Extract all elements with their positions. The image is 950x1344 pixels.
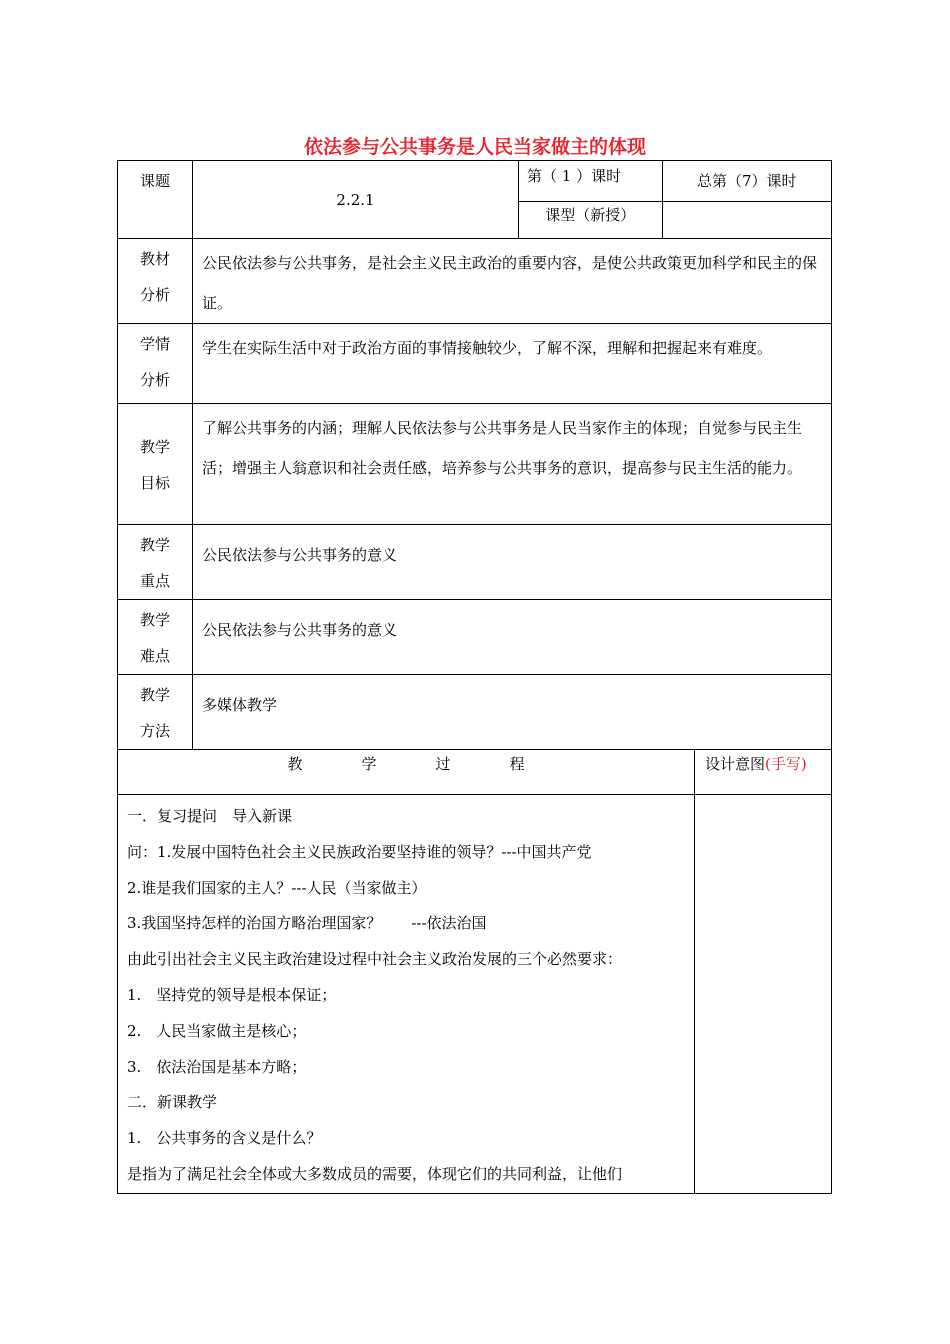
process-line: 问：1.发展中国特色社会主义民族政治要坚持谁的领导？---中国共产党: [127, 842, 592, 861]
process-line: 由此引出社会主义民主政治建设过程中社会主义政治发展的三个必然要求：: [127, 950, 623, 969]
section-label: 学情 分析: [118, 324, 193, 404]
section-text: 多媒体教学: [193, 675, 832, 750]
process-line: 2. 人民当家做主是核心；: [127, 1021, 307, 1040]
design-intent-header: 设计意图(手写): [695, 750, 832, 795]
process-line: 1. 公共事务的含义是什么？: [127, 1129, 322, 1148]
process-heading: 教 学 过 程: [118, 750, 695, 795]
topic-label: 课题: [118, 161, 193, 239]
section-label: 教学 目标: [118, 404, 193, 525]
lesson-type-blank: [662, 201, 831, 238]
process-content: [118, 795, 695, 1194]
section-text: 公民依法参与公共事务，是社会主义民主政治的重要内容，是使公共政策更加科学和民主的保证。: [193, 239, 832, 324]
design-intent-column: [695, 795, 832, 1194]
section-text: 了解公共事务的内涵；理解人民依法参与公共事务是人民当家作主的体现；自觉参与民主生活；增强主人翁意识和社会责任感，培养参与公共事务的意识，提高参与民主生活的能力。: [193, 404, 832, 525]
handwritten-note: (手写): [765, 755, 807, 773]
process-line: 2.谁是我们国家的主人？---人民（当家做主）: [127, 878, 427, 897]
section-text: 公民依法参与公共事务的意义: [193, 600, 832, 675]
section-text: 公民依法参与公共事务的意义: [193, 525, 832, 600]
section-label: 教材 分析: [118, 239, 193, 324]
section-text: 学生在实际生活中对于政治方面的事情接触较少，了解不深，理解和把握起来有难度。: [193, 324, 832, 404]
lesson-plan-table: [117, 160, 832, 1194]
process-line: 一．复习提问 导入新课: [127, 807, 293, 825]
section-label: 教学 方法: [118, 675, 193, 750]
total-lesson: 总第（7）课时: [662, 161, 831, 201]
lesson-type: 课型（新授）: [519, 201, 662, 238]
page-title: 依法参与公共事务是人民当家做主的体现: [303, 136, 646, 158]
topic-value: 2.2.1: [193, 161, 519, 239]
lesson-number: 第（ 1 ）课时: [519, 161, 662, 201]
section-label: 教学 难点: [118, 600, 193, 675]
process-line: 是指为了满足社会全体或大多数成员的需要，体现它们的共同利益，让他们: [127, 1164, 623, 1183]
process-line: 二．新课教学: [127, 1093, 218, 1112]
process-line: 3. 依法治国是基本方略；: [127, 1057, 307, 1076]
process-line: 3.我国坚持怎样的治国方略治理国家？ ---依法治国: [127, 914, 487, 933]
process-line: 1. 坚持党的领导是根本保证；: [127, 985, 337, 1004]
section-label: 教学 重点: [118, 525, 193, 600]
